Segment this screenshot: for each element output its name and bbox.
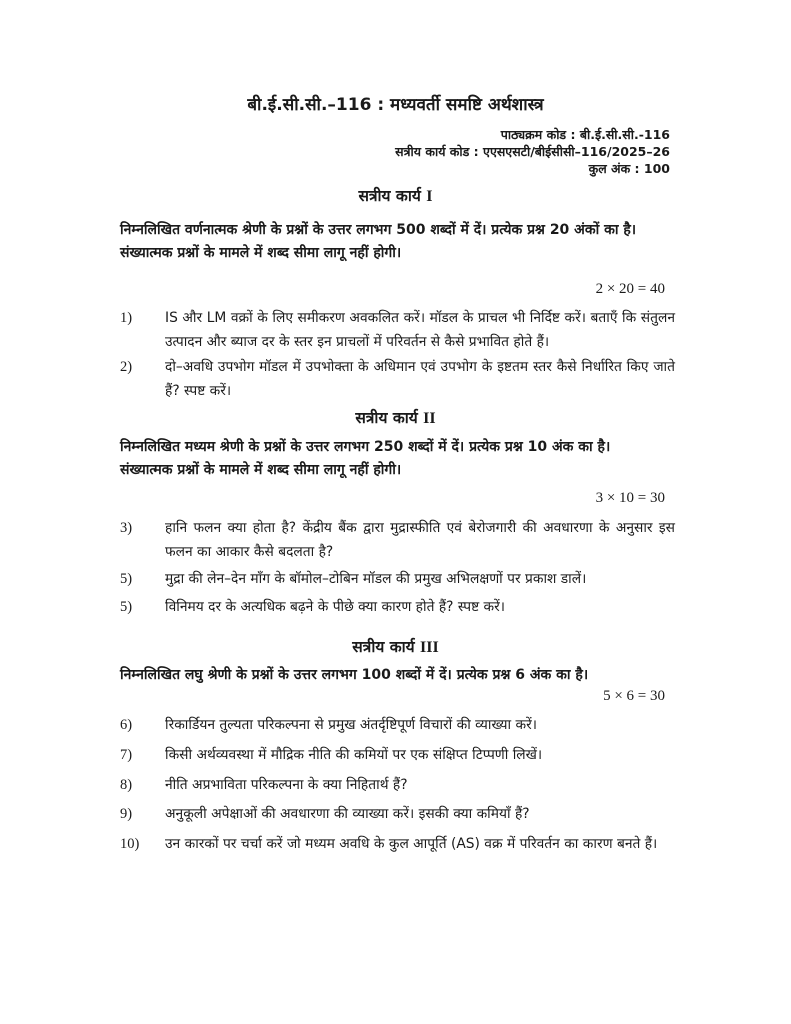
question-text: उन कारकों पर चर्चा करें जो मध्यम अवधि के कुल आपूर्ति (AS) वक्र में परिवर्तन का कारण बनते हैं। <box>165 836 658 852</box>
question-item <box>120 832 675 882</box>
section-roman: I <box>426 188 433 205</box>
section-heading-text: सत्रीय कार्य <box>355 409 418 427</box>
section-marks-1: 2 × 20 = 40 <box>595 281 665 297</box>
section-roman: III <box>420 639 439 656</box>
question-item <box>120 567 675 593</box>
course-code: पाठ्यक्रम कोड : बी.ई.सी.सी.-116 <box>500 127 670 142</box>
section-heading-text: सत्रीय कार्य <box>352 638 415 656</box>
question-item <box>120 595 675 621</box>
question-number: 7) <box>120 747 133 763</box>
question-number: 5) <box>120 599 133 615</box>
question-text: IS और LM वक्रों के लिए समीकरण अवकलित करें। मॉडल के प्राचल भी निर्दिष्ट करें। बताएँ कि संतुलन उत्पादन और ब्याज दर के स्तर इन प्राचलों में परिवर्तन से कैसे प्रभावित होते हैं। <box>165 310 675 350</box>
section-instruction-3: निम्नलिखित लघु श्रेणी के प्रश्नों के उत्तर लगभग 100 शब्दों में दें। प्रत्येक प्रश्न 6 अंक का है। <box>120 667 589 683</box>
section-heading-1 <box>0 184 791 206</box>
document-title: बी.ई.सी.सी.–116 : मध्यवर्ती समष्टि अर्थशास्त्र <box>247 95 544 115</box>
section-marks-3: 5 × 6 = 30 <box>603 688 665 704</box>
question-text: दो–अवधि उपभोग मॉडल में उपभोक्ता के अधिमान एवं उपभोग के इष्टतम स्तर कैसे निर्धारित किए जाते हैं? स्पष्ट करें। <box>165 359 675 399</box>
section-heading-text: सत्रीय कार्य <box>358 187 421 205</box>
question-number: 6) <box>120 717 133 733</box>
question-text: किसी अर्थव्यवस्था में मौद्रिक नीति की कमियों पर एक संक्षिप्त टिप्पणी लिखें। <box>165 747 543 763</box>
question-item <box>120 713 675 739</box>
question-item <box>120 773 675 799</box>
question-item <box>120 743 675 769</box>
question-number: 8) <box>120 777 133 793</box>
question-number: 3) <box>120 520 133 536</box>
question-text: रिकार्डियन तुल्यता परिकल्पना से प्रमुख अंतर्दृष्टिपूर्ण विचारों की व्याख्या करें। <box>165 717 537 733</box>
question-text: हानि फलन क्या होता है? केंद्रीय बैंक द्वारा मुद्रास्फीति एवं बेरोजगारी की अवधारणा के अनुसार इस फलन का आकार कैसे बदलता है? <box>165 520 675 560</box>
question-number: 9) <box>120 806 133 822</box>
total-marks: कुल अंक : 100 <box>588 161 670 176</box>
section-instruction-1: निम्नलिखित वर्णनात्मक श्रेणी के प्रश्नों के उत्तर लगभग 500 शब्दों में दें। प्रत्येक प्रश्न 20 अंकों का है। संख्यात्मक प्रश्नों के मामले में शब्द सीमा लागू नहीं होगी। <box>120 222 637 261</box>
question-number: 2) <box>120 359 133 375</box>
question-item <box>120 516 675 566</box>
question-item <box>120 306 675 356</box>
assignment-code: सत्रीय कार्य कोड : एएसएसटी/बीईसीसी–116/2025–26 <box>395 144 670 159</box>
section-instruction-2: निम्नलिखित मध्यम श्रेणी के प्रश्नों के उत्तर लगभग 250 शब्दों में दें। प्रत्येक प्रश्न 10 अंक का है। संख्यात्मक प्रश्नों के मामले में शब्द सीमा लागू नहीं होगी। <box>120 439 611 478</box>
question-text: विनिमय दर के अत्यधिक बढ़ने के पीछे क्या कारण होते हैं? स्पष्ट करें। <box>165 599 505 615</box>
question-text: मुद्रा की लेन–देन माँग के बॉमोल–टोबिन मॉडल की प्रमुख अभिलक्षणों पर प्रकाश डालें। <box>165 571 587 587</box>
question-number: 5) <box>120 571 133 587</box>
question-item <box>120 802 675 828</box>
question-text: नीति अप्रभाविता परिकल्पना के क्या निहितार्थ हैं? <box>165 777 408 793</box>
question-number: 1) <box>120 310 133 326</box>
question-number: 10) <box>120 836 140 852</box>
question-text: अनुकूली अपेक्षाओं की अवधारणा की व्याख्या करें। इसकी क्या कमियाँ हैं? <box>165 806 530 822</box>
section-heading-2 <box>0 406 791 428</box>
section-marks-2: 3 × 10 = 30 <box>595 490 665 506</box>
section-roman: II <box>423 410 436 427</box>
section-heading-3 <box>0 635 791 657</box>
question-item <box>120 355 675 405</box>
